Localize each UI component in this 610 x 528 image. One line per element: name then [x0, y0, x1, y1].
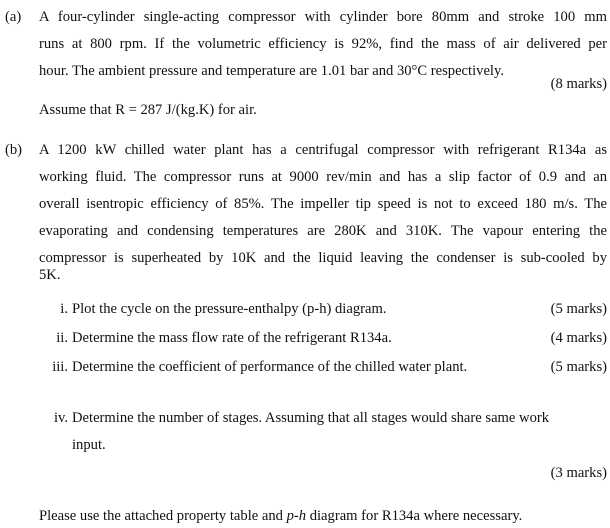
question-b-line-3: overall isentropic efficiency of 85%. The impeller tip speed is not to exceed 180 m/s. The: [39, 196, 607, 212]
sub-item-iv: [0, 405, 610, 432]
sub-item-i-row: [72, 296, 607, 323]
question-b-line-1: A 1200 kW chilled water plant has a centrifugal compressor with refrigerant R134a as: [39, 142, 607, 158]
question-b-line-4: evaporating and condensing temperatures are 280K and 310K. The vapour entering the: [39, 223, 607, 239]
footer-note-italic-term: p-h: [286, 508, 307, 524]
sub-item-i: [0, 296, 610, 323]
question-b-line-6-block: [0, 262, 610, 289]
sub-item-iv-text-line-1: Determine the number of stages. Assuming that all stages would share same work: [72, 410, 550, 426]
sub-item-ii-text: Determine the mass flow rate of the refrigerant R134a.: [72, 330, 392, 346]
footer-note: [39, 503, 522, 528]
sub-item-ii-numeral: ii.: [56, 330, 68, 346]
question-b-line-2-block: [0, 164, 610, 191]
footer-note-prefix: Please use the attached property table and: [39, 508, 287, 524]
question-a-marks: (8 marks): [550, 76, 607, 92]
question-b-line-5: compressor is superheated by 10K and the liquid leaving the condenser is sub-cooled by: [39, 250, 607, 266]
question-a-line-1: A four-cylinder single-acting compressor with cylinder bore 80mm and stroke 100 mm: [39, 9, 607, 25]
sub-item-i-text: Plot the cycle on the pressure-enthalpy (p-h) diagram.: [72, 301, 387, 317]
sub-item-ii: [0, 325, 610, 352]
sub-item-i-numeral: i.: [60, 301, 68, 317]
question-a-block: [0, 4, 610, 31]
question-a-line-3: hour. The ambient pressure and temperature are 1.01 bar and 30°C respectively.: [39, 63, 504, 79]
sub-item-ii-row: [72, 325, 607, 352]
sub-item-ii-marks: (4 marks): [550, 330, 607, 346]
question-a-line-2: runs at 800 rpm. If the volumetric efficiency is 92%, find the mass of air delivered per: [39, 36, 607, 52]
sub-item-iv-text-line-2: input.: [72, 437, 106, 453]
question-b-line-4-block: [0, 218, 610, 245]
sub-item-iii-numeral: iii.: [52, 359, 68, 375]
question-b-line-3-block: [0, 191, 610, 218]
sub-item-iv-marks: (3 marks): [550, 465, 607, 481]
question-b-line-2: working fluid. The compressor runs at 9000 rev/min and has a slip factor of 0.9 and an: [39, 169, 607, 185]
sub-item-iii-marks: (5 marks): [550, 359, 607, 375]
sub-item-iii-row: [72, 354, 607, 381]
footer-note-suffix: diagram for R134a where necessary.: [306, 508, 523, 524]
question-a-label: (a): [5, 9, 22, 25]
question-b-block: [0, 137, 610, 164]
question-b-line-6: 5K.: [39, 267, 61, 283]
sub-item-i-marks: (5 marks): [550, 301, 607, 317]
sub-item-iii: [0, 354, 610, 381]
sub-item-iv-numeral: iv.: [53, 410, 68, 426]
question-b-label: (b): [5, 142, 23, 158]
sub-item-iii-text: Determine the coefficient of performance of the chilled water plant.: [72, 359, 468, 375]
question-a-line-2-block: [0, 31, 610, 58]
question-a-assume-note: Assume that R = 287 J/(kg.K) for air.: [39, 102, 257, 118]
